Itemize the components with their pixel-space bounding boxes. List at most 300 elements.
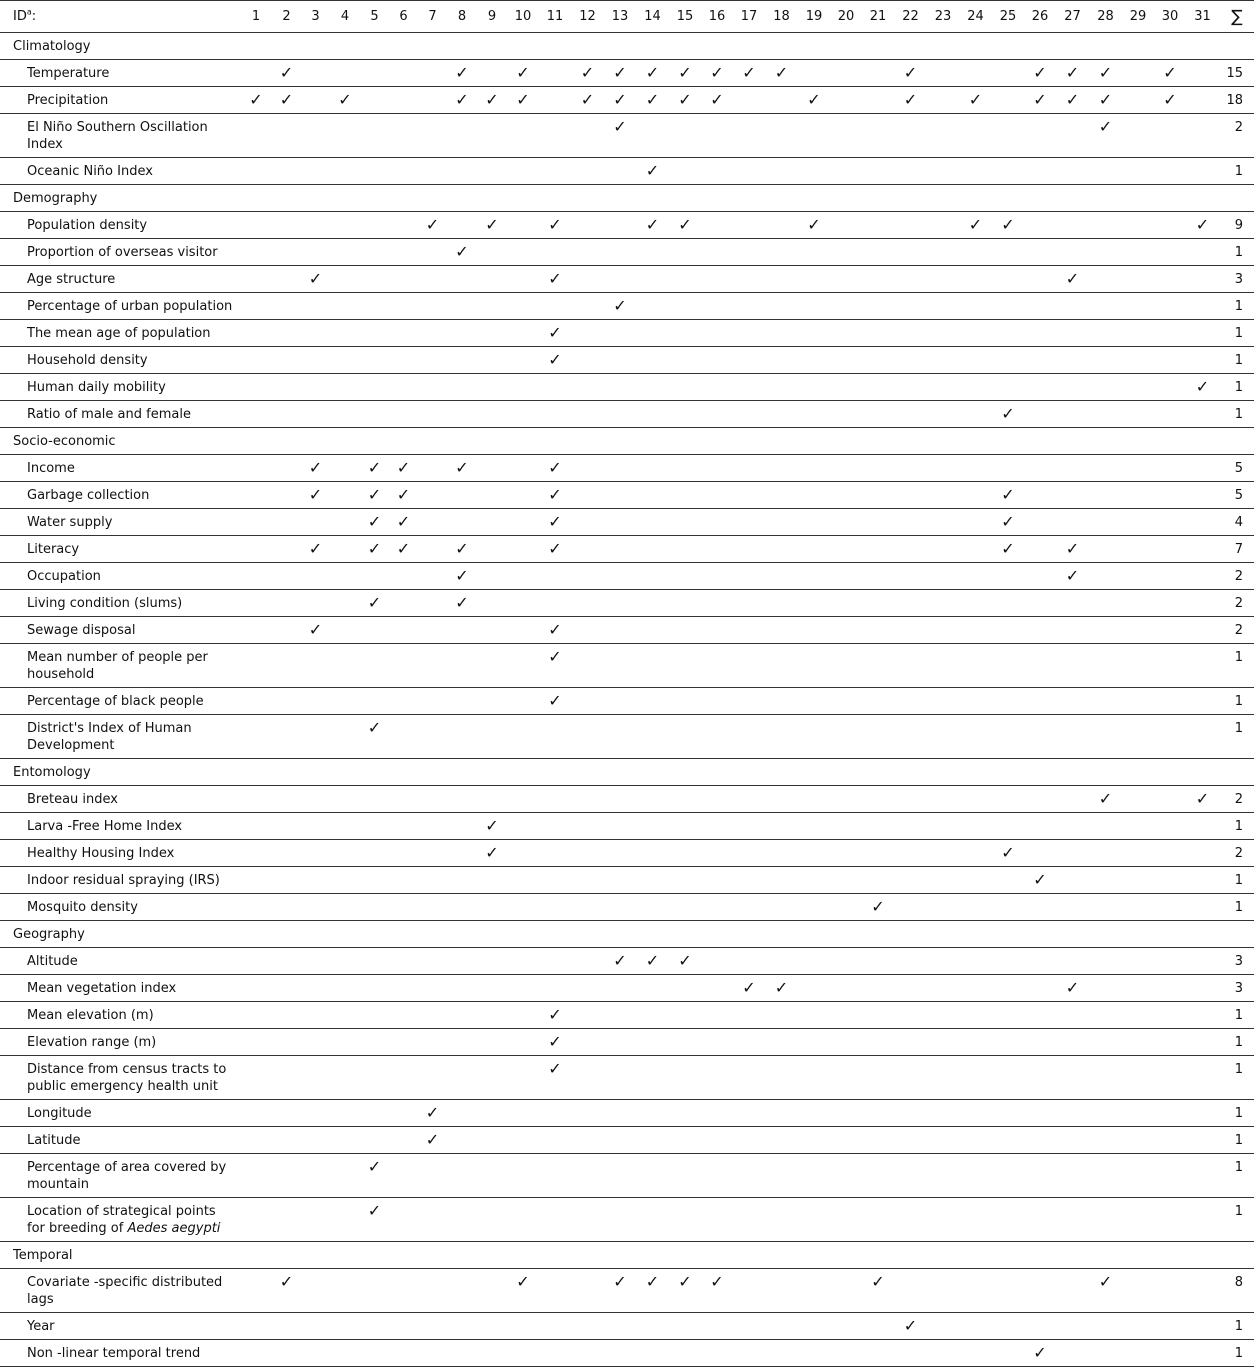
empty-cell <box>798 590 830 617</box>
empty-cell <box>477 266 507 293</box>
empty-cell <box>330 617 360 644</box>
row-label-text: Oceanic Niño Index <box>27 164 153 179</box>
empty-cell <box>477 239 507 266</box>
empty-cell <box>539 1340 571 1367</box>
empty-cell <box>1186 293 1219 320</box>
empty-cell <box>894 239 927 266</box>
empty-cell <box>389 715 418 759</box>
row-total: 1 <box>1219 347 1254 374</box>
empty-cell <box>765 715 798 759</box>
check-mark-icon: ✓ <box>507 1269 539 1313</box>
table-row <box>0 347 1254 374</box>
empty-cell <box>959 590 992 617</box>
empty-cell <box>830 401 862 428</box>
row-label-text: Temperature <box>27 66 110 81</box>
empty-cell <box>539 715 571 759</box>
empty-cell <box>1154 293 1186 320</box>
empty-cell <box>669 239 701 266</box>
empty-cell <box>272 840 301 867</box>
empty-cell <box>604 374 636 401</box>
row-label <box>0 266 240 293</box>
empty-cell <box>301 320 330 347</box>
check-mark-icon: ✓ <box>992 401 1024 428</box>
empty-cell <box>765 212 798 239</box>
empty-cell <box>507 158 539 185</box>
check-mark-icon: ✓ <box>539 1029 571 1056</box>
row-label <box>0 293 240 320</box>
empty-cell <box>1024 894 1056 921</box>
empty-cell <box>894 1127 927 1154</box>
empty-cell <box>418 786 447 813</box>
empty-cell <box>862 1056 894 1100</box>
empty-cell <box>862 266 894 293</box>
empty-cell <box>1024 239 1056 266</box>
empty-cell <box>927 374 959 401</box>
row-label <box>0 590 240 617</box>
empty-cell <box>571 114 604 158</box>
category-row <box>0 921 1254 948</box>
empty-cell <box>1089 1198 1122 1242</box>
empty-cell <box>301 1154 330 1198</box>
row-label <box>0 320 240 347</box>
empty-cell <box>927 617 959 644</box>
empty-cell <box>389 1100 418 1127</box>
empty-cell <box>507 688 539 715</box>
empty-cell <box>862 688 894 715</box>
empty-cell <box>1122 975 1154 1002</box>
empty-cell <box>1089 644 1122 688</box>
table-row <box>0 644 1254 688</box>
empty-cell <box>798 1029 830 1056</box>
empty-cell <box>330 948 360 975</box>
empty-cell <box>1122 894 1154 921</box>
row-label <box>0 1029 240 1056</box>
empty-cell <box>539 867 571 894</box>
empty-cell <box>418 482 447 509</box>
row-label-text: Percentage of black people <box>27 694 204 709</box>
empty-cell <box>765 1198 798 1242</box>
empty-cell <box>733 1154 765 1198</box>
empty-cell <box>272 482 301 509</box>
empty-cell <box>418 1269 447 1313</box>
empty-cell <box>1122 1127 1154 1154</box>
empty-cell <box>507 563 539 590</box>
empty-cell <box>447 1127 477 1154</box>
empty-cell <box>1024 975 1056 1002</box>
empty-cell <box>571 840 604 867</box>
empty-cell <box>733 840 765 867</box>
empty-cell <box>1122 948 1154 975</box>
empty-cell <box>539 374 571 401</box>
empty-cell <box>1186 1154 1219 1198</box>
empty-cell <box>1056 1198 1089 1242</box>
row-total: 2 <box>1219 786 1254 813</box>
row-total: 2 <box>1219 563 1254 590</box>
empty-cell <box>360 158 389 185</box>
category-title: Temporal <box>0 1242 1254 1269</box>
check-mark-icon: ✓ <box>477 813 507 840</box>
check-mark-icon: ✓ <box>765 975 798 1002</box>
empty-cell <box>1089 293 1122 320</box>
row-label <box>0 840 240 867</box>
empty-cell <box>830 1056 862 1100</box>
empty-cell <box>927 1127 959 1154</box>
empty-cell <box>669 509 701 536</box>
empty-cell <box>992 60 1024 87</box>
empty-cell <box>604 1100 636 1127</box>
empty-cell <box>571 158 604 185</box>
empty-cell <box>669 786 701 813</box>
empty-cell <box>301 1340 330 1367</box>
empty-cell <box>1154 715 1186 759</box>
empty-cell <box>636 715 669 759</box>
empty-cell <box>669 1029 701 1056</box>
empty-cell <box>1024 688 1056 715</box>
row-label-text: Human daily mobility <box>27 380 166 395</box>
row-label-text: District's Index of Human Development <box>27 721 192 753</box>
table-row <box>0 1127 1254 1154</box>
empty-cell <box>701 617 733 644</box>
row-total: 1 <box>1219 1002 1254 1029</box>
empty-cell <box>959 60 992 87</box>
empty-cell <box>669 867 701 894</box>
empty-cell <box>1056 867 1089 894</box>
empty-cell <box>1154 536 1186 563</box>
empty-cell <box>571 688 604 715</box>
empty-cell <box>604 536 636 563</box>
empty-cell <box>604 975 636 1002</box>
empty-cell <box>959 563 992 590</box>
empty-cell <box>477 1100 507 1127</box>
empty-cell <box>389 948 418 975</box>
empty-cell <box>798 867 830 894</box>
empty-cell <box>894 894 927 921</box>
check-mark-icon: ✓ <box>604 87 636 114</box>
empty-cell <box>604 867 636 894</box>
empty-cell <box>301 509 330 536</box>
check-mark-icon: ✓ <box>272 60 301 87</box>
empty-cell <box>240 374 272 401</box>
empty-cell <box>959 320 992 347</box>
empty-cell <box>798 1002 830 1029</box>
empty-cell <box>894 1154 927 1198</box>
empty-cell <box>959 239 992 266</box>
empty-cell <box>927 87 959 114</box>
empty-cell <box>798 1154 830 1198</box>
empty-cell <box>701 1340 733 1367</box>
row-label <box>0 239 240 266</box>
empty-cell <box>571 590 604 617</box>
empty-cell <box>1186 482 1219 509</box>
empty-cell <box>1122 1100 1154 1127</box>
empty-cell <box>272 536 301 563</box>
empty-cell <box>360 644 389 688</box>
empty-cell <box>272 239 301 266</box>
empty-cell <box>1122 293 1154 320</box>
empty-cell <box>733 563 765 590</box>
empty-cell <box>571 948 604 975</box>
empty-cell <box>701 374 733 401</box>
check-mark-icon: ✓ <box>669 212 701 239</box>
row-label-text: Longitude <box>27 1106 92 1121</box>
empty-cell <box>1056 158 1089 185</box>
empty-cell <box>1024 715 1056 759</box>
table-row <box>0 158 1254 185</box>
empty-cell <box>447 1002 477 1029</box>
empty-cell <box>1186 401 1219 428</box>
row-label-text: Proportion of overseas visitor <box>27 245 218 260</box>
empty-cell <box>1122 114 1154 158</box>
empty-cell <box>272 563 301 590</box>
empty-cell <box>733 1002 765 1029</box>
column-header-21: 21 <box>862 1 894 33</box>
empty-cell <box>240 840 272 867</box>
empty-cell <box>1122 617 1154 644</box>
empty-cell <box>240 114 272 158</box>
category-title: Demography <box>0 185 1254 212</box>
empty-cell <box>669 374 701 401</box>
empty-cell <box>389 293 418 320</box>
empty-cell <box>927 715 959 759</box>
empty-cell <box>701 975 733 1002</box>
column-header-24: 24 <box>959 1 992 33</box>
empty-cell <box>1024 1029 1056 1056</box>
row-total: 1 <box>1219 1100 1254 1127</box>
empty-cell <box>1186 1100 1219 1127</box>
check-mark-icon: ✓ <box>701 1269 733 1313</box>
empty-cell <box>830 293 862 320</box>
check-mark-icon: ✓ <box>447 590 477 617</box>
check-mark-icon: ✓ <box>992 509 1024 536</box>
empty-cell <box>992 87 1024 114</box>
empty-cell <box>571 509 604 536</box>
empty-cell <box>272 644 301 688</box>
table-row <box>0 455 1254 482</box>
empty-cell <box>507 1056 539 1100</box>
empty-cell <box>1122 813 1154 840</box>
empty-cell <box>447 688 477 715</box>
check-mark-icon: ✓ <box>604 948 636 975</box>
check-mark-icon: ✓ <box>1154 60 1186 87</box>
empty-cell <box>636 867 669 894</box>
empty-cell <box>1056 401 1089 428</box>
empty-cell <box>1056 786 1089 813</box>
row-label <box>0 688 240 715</box>
empty-cell <box>272 975 301 1002</box>
empty-cell <box>272 401 301 428</box>
empty-cell <box>418 1198 447 1242</box>
check-mark-icon: ✓ <box>539 644 571 688</box>
empty-cell <box>1154 347 1186 374</box>
empty-cell <box>701 813 733 840</box>
check-mark-icon: ✓ <box>477 840 507 867</box>
empty-cell <box>798 715 830 759</box>
empty-cell <box>765 401 798 428</box>
empty-cell <box>447 894 477 921</box>
empty-cell <box>360 948 389 975</box>
empty-cell <box>604 1313 636 1340</box>
empty-cell <box>477 1154 507 1198</box>
empty-cell <box>360 347 389 374</box>
empty-cell <box>604 617 636 644</box>
empty-cell <box>389 688 418 715</box>
empty-cell <box>477 1056 507 1100</box>
row-total: 4 <box>1219 509 1254 536</box>
empty-cell <box>669 894 701 921</box>
empty-cell <box>992 293 1024 320</box>
empty-cell <box>894 715 927 759</box>
empty-cell <box>272 114 301 158</box>
table-row <box>0 374 1254 401</box>
column-header-18: 18 <box>765 1 798 33</box>
empty-cell <box>571 212 604 239</box>
row-label-text: Population density <box>27 218 148 233</box>
empty-cell <box>507 536 539 563</box>
empty-cell <box>1186 1127 1219 1154</box>
empty-cell <box>992 1198 1024 1242</box>
check-mark-icon: ✓ <box>539 266 571 293</box>
empty-cell <box>862 401 894 428</box>
empty-cell <box>301 563 330 590</box>
empty-cell <box>1024 1269 1056 1313</box>
empty-cell <box>636 1154 669 1198</box>
empty-cell <box>1089 374 1122 401</box>
table-row <box>0 1198 1254 1242</box>
empty-cell <box>507 482 539 509</box>
empty-cell <box>798 975 830 1002</box>
empty-cell <box>571 1340 604 1367</box>
empty-cell <box>571 266 604 293</box>
id-header <box>0 1 240 33</box>
check-mark-icon: ✓ <box>539 455 571 482</box>
row-label-text: Household density <box>27 353 148 368</box>
empty-cell <box>604 266 636 293</box>
row-label-text: The mean age of population <box>27 326 211 341</box>
empty-cell <box>330 1100 360 1127</box>
empty-cell <box>701 509 733 536</box>
empty-cell <box>360 894 389 921</box>
empty-cell <box>272 1198 301 1242</box>
empty-cell <box>571 1269 604 1313</box>
row-total: 1 <box>1219 1340 1254 1367</box>
empty-cell <box>733 948 765 975</box>
empty-cell <box>669 688 701 715</box>
empty-cell <box>240 948 272 975</box>
empty-cell <box>240 1198 272 1242</box>
empty-cell <box>1186 617 1219 644</box>
empty-cell <box>447 374 477 401</box>
row-label <box>0 563 240 590</box>
empty-cell <box>1089 975 1122 1002</box>
empty-cell <box>389 894 418 921</box>
empty-cell <box>301 1056 330 1100</box>
empty-cell <box>360 401 389 428</box>
empty-cell <box>330 975 360 1002</box>
empty-cell <box>389 590 418 617</box>
empty-cell <box>389 60 418 87</box>
empty-cell <box>604 1002 636 1029</box>
column-header-7: 7 <box>418 1 447 33</box>
empty-cell <box>959 1002 992 1029</box>
empty-cell <box>1154 948 1186 975</box>
row-label <box>0 1056 240 1100</box>
empty-cell <box>447 509 477 536</box>
row-label-text: Distance from census tracts to public emergency health unit <box>27 1062 227 1094</box>
empty-cell <box>733 509 765 536</box>
empty-cell <box>1154 401 1186 428</box>
empty-cell <box>959 975 992 1002</box>
empty-cell <box>539 1198 571 1242</box>
empty-cell <box>330 644 360 688</box>
empty-cell <box>830 1002 862 1029</box>
empty-cell <box>389 1127 418 1154</box>
empty-cell <box>992 347 1024 374</box>
empty-cell <box>1186 867 1219 894</box>
empty-cell <box>830 239 862 266</box>
column-header-8: 8 <box>447 1 477 33</box>
category-row <box>0 1242 1254 1269</box>
row-label-text: Precipitation <box>27 93 109 108</box>
check-mark-icon: ✓ <box>301 617 330 644</box>
empty-cell <box>539 1269 571 1313</box>
empty-cell <box>1154 840 1186 867</box>
column-header-16: 16 <box>701 1 733 33</box>
empty-cell <box>927 536 959 563</box>
column-header-11: 11 <box>539 1 571 33</box>
row-label <box>0 644 240 688</box>
empty-cell <box>571 293 604 320</box>
empty-cell <box>272 293 301 320</box>
table-row <box>0 401 1254 428</box>
check-mark-icon: ✓ <box>539 536 571 563</box>
empty-cell <box>1089 455 1122 482</box>
empty-cell <box>447 347 477 374</box>
row-label-text: Percentage of area covered by mountain <box>27 1160 227 1192</box>
empty-cell <box>701 786 733 813</box>
empty-cell <box>1056 239 1089 266</box>
empty-cell <box>604 482 636 509</box>
empty-cell <box>636 536 669 563</box>
empty-cell <box>862 1154 894 1198</box>
empty-cell <box>765 509 798 536</box>
category-row <box>0 428 1254 455</box>
empty-cell <box>507 948 539 975</box>
empty-cell <box>733 1056 765 1100</box>
table-row <box>0 688 1254 715</box>
empty-cell <box>862 563 894 590</box>
empty-cell <box>862 1340 894 1367</box>
empty-cell <box>1122 1313 1154 1340</box>
row-label-text: Percentage of urban population <box>27 299 233 314</box>
row-total: 1 <box>1219 401 1254 428</box>
empty-cell <box>992 894 1024 921</box>
empty-cell <box>418 1340 447 1367</box>
empty-cell <box>701 320 733 347</box>
empty-cell <box>571 644 604 688</box>
empty-cell <box>830 60 862 87</box>
row-label-text: Literacy <box>27 542 80 557</box>
row-label <box>0 212 240 239</box>
empty-cell <box>992 374 1024 401</box>
category-title: Socio-economic <box>0 428 1254 455</box>
empty-cell <box>669 590 701 617</box>
empty-cell <box>701 482 733 509</box>
row-total: 2 <box>1219 840 1254 867</box>
empty-cell <box>507 1100 539 1127</box>
empty-cell <box>894 482 927 509</box>
row-total: 3 <box>1219 975 1254 1002</box>
row-label <box>0 87 240 114</box>
